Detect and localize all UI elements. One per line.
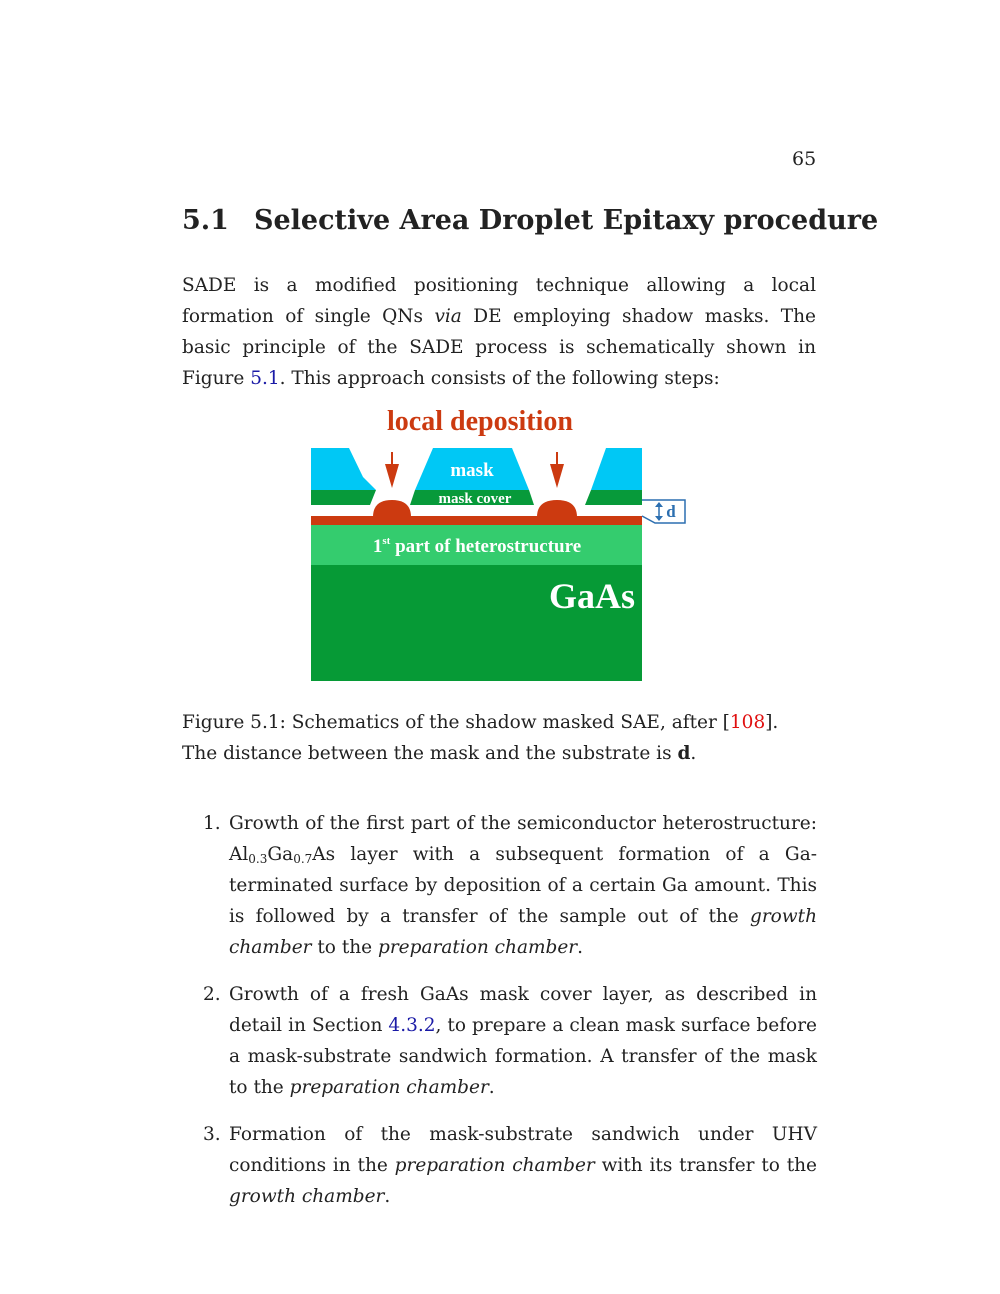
citation-link[interactable]: 108 — [729, 712, 766, 733]
list-number: 3. — [203, 1124, 221, 1145]
item3-italic-1: preparation chamber — [394, 1155, 595, 1176]
item3-italic-2: growth chamber — [229, 1186, 385, 1207]
heterostructure-label — [373, 535, 581, 557]
mask-cover-left — [311, 490, 376, 505]
intro-italic-via: via — [434, 306, 462, 327]
sade-schematic-figure — [305, 400, 705, 690]
item1-italic-2: preparation chamber — [378, 937, 578, 958]
item1-text-3: As layer with a subsequent formation of a Ga-terminated surface by deposition of a certain Ga amount. This is followed by a transfer of the sample out of the — [229, 844, 817, 927]
figure-reference-link[interactable]: 5.1 — [250, 368, 280, 389]
deposition-arrow-left-head — [385, 464, 399, 488]
item1-text-1: Growth of the first part of the semiconductor heterostructure: Al — [229, 813, 817, 865]
intro-text-1: SADE is a modified positioning technique allowing a local formation of single QNs — [182, 275, 816, 327]
item1-text-2: Ga — [267, 844, 294, 865]
distance-label: d — [666, 502, 676, 521]
sade-schematic-svg — [305, 400, 705, 690]
figure-title: local deposition — [387, 406, 573, 437]
distance-arrow-bottom — [655, 516, 663, 521]
steps-list — [182, 808, 847, 1228]
mask-label: mask — [450, 460, 494, 481]
mask-left — [311, 448, 363, 477]
droplet-right — [537, 500, 577, 517]
item1-italic-1: growth chamber — [229, 906, 817, 958]
figure-caption — [182, 707, 816, 769]
item3-text-1: Formation of the mask-substrate sandwich under UHV conditions in the — [229, 1124, 817, 1176]
item1-text-5: . — [577, 937, 584, 958]
deposited-layer — [311, 516, 642, 525]
caption-text-1: Figure 5.1: Schematics of the shadow masked SAE, after [ — [182, 712, 730, 733]
item1-text-4: to the — [311, 937, 378, 958]
intro-paragraph — [182, 270, 816, 394]
item2-italic-1: preparation chamber — [289, 1077, 489, 1098]
item3-text-3: . — [384, 1186, 391, 1207]
list-item-body — [229, 1119, 817, 1212]
caption-bold-d: d — [677, 743, 691, 764]
distance-arrow-top — [655, 502, 663, 507]
droplet-left — [373, 500, 411, 517]
list-item-body — [229, 979, 817, 1103]
caption-text-2: ]. The distance between the mask and the substrate is — [182, 712, 779, 764]
section-number: 5.1 — [182, 205, 229, 236]
deposition-arrow-right-head — [550, 464, 564, 488]
list-item — [182, 1119, 847, 1212]
mask-left-lower — [311, 477, 376, 490]
item1-subscript-1: 0.3 — [248, 852, 268, 866]
list-item — [182, 979, 847, 1103]
mask-cover-right — [585, 490, 642, 505]
item2-text-1: Growth of a fresh GaAs mask cover layer, as described in detail in Section — [229, 984, 817, 1036]
caption-text-3: . — [690, 743, 697, 764]
list-number: 1. — [203, 813, 221, 834]
section-reference-link[interactable]: 4.3.2 — [388, 1015, 436, 1036]
page-number: 65 — [792, 148, 817, 170]
section-title: Selective Area Droplet Epitaxy procedure — [254, 205, 879, 236]
mask-cover-label: mask cover — [438, 491, 512, 507]
heterostructure-label-number: 1 — [372, 536, 383, 557]
item2-text-2: , to prepare a clean mask surface before a mask-substrate sandwich formation. A transfer of the mask to the — [229, 1015, 817, 1098]
section-heading — [182, 205, 878, 236]
mask-right — [591, 448, 642, 490]
heterostructure-label-superscript: st — [382, 535, 391, 547]
intro-text-2: DE employing shadow masks. The basic principle of the SADE process is schematically shown in Figure — [182, 306, 816, 389]
item1-subscript-2: 0.7 — [293, 852, 313, 866]
heterostructure-label-text: part of heterostructure — [390, 536, 582, 557]
distance-bracket — [642, 500, 685, 523]
intro-text-3: . This approach consists of the following steps: — [279, 368, 720, 389]
list-item — [182, 808, 847, 963]
gaas-label: GaAs — [548, 576, 635, 616]
list-item-body — [229, 808, 817, 963]
item2-text-3: . — [488, 1077, 495, 1098]
item3-text-2: with its transfer to the — [594, 1155, 818, 1176]
list-number: 2. — [203, 984, 221, 1005]
